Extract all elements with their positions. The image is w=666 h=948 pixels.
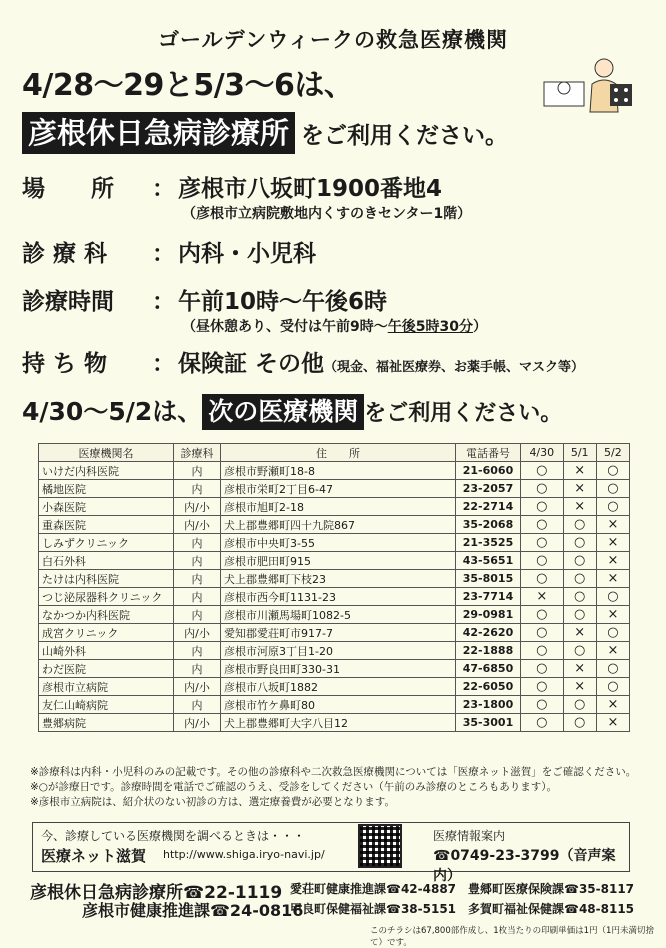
tel-number: ☎0749-23-3799（音声案内） [433,848,616,884]
day-430-cell: ○ [521,462,564,480]
address-cell: 愛知郡愛荘町市917-7 [221,624,456,642]
address-cell: 彦根市肥田町915 [221,552,456,570]
day-430-cell: ○ [521,516,564,534]
dept-cell: 内/小 [174,498,221,516]
day-52-cell: ○ [596,624,629,642]
clinic-name-cell: 山崎外科 [39,642,174,660]
table-row [39,642,630,660]
day-52-cell: × [596,534,629,552]
phone-cell: 22-1888 [456,642,521,660]
dept-cell: 内 [174,660,221,678]
day-52-cell: ○ [596,462,629,480]
footer-city: 彦根市健康推進課☎24-0816 [82,901,304,920]
dept-cell: 内 [174,534,221,552]
table-row [39,480,630,498]
day-52-cell: ○ [596,678,629,696]
dept-cell: 内 [174,642,221,660]
doctor-illustration [542,54,634,114]
phone-cell: 22-2714 [456,498,521,516]
dept-cell: 内 [174,462,221,480]
clinic-name-cell: なかつか内科医院 [39,606,174,624]
day-430-cell: ○ [521,552,564,570]
col-52: 5/2 [596,444,629,462]
table-row [39,696,630,714]
hours-note-a: （昼休憩あり、受付は午前9時〜 [182,319,388,335]
clinic-heading [22,112,508,154]
page-title: ゴールデンウィークの救急医療機関 [158,28,508,52]
address-cell: 彦根市野瀬町18-8 [221,462,456,480]
day-51-cell: ○ [563,534,596,552]
info-line1: 今、診療している医療機関を調べるときは・・・ [41,829,306,843]
table-row [39,552,630,570]
clinic-name: 彦根休日急病診療所 [22,112,295,154]
address-cell: 彦根市川瀬馬場町1082-5 [221,606,456,624]
info-box [32,822,630,884]
day-52-cell: × [596,642,629,660]
day-51-cell: ○ [563,588,596,606]
day-430-cell: ○ [521,606,564,624]
day-52-cell: × [596,570,629,588]
footer-aisho: 愛荘町健康推進課☎42-4887 [290,882,457,896]
day-51-cell: ○ [563,606,596,624]
day-52-cell: × [596,606,629,624]
col-430: 4/30 [521,444,564,462]
day-52-cell: ○ [596,660,629,678]
dept-value: 内科・小児科 [178,241,316,267]
phone-cell: 35-3001 [456,714,521,732]
footer-clinic: 彦根休日急病診療所☎22-1119 [30,883,283,903]
col-address: 住 所 [221,444,456,462]
print-note: このチラシは67,800部作成し、1枚当たりの印刷単価は1円（1円未満切捨て）です。 [370,926,654,948]
day-430-cell: ○ [521,714,564,732]
day-51-cell: × [563,462,596,480]
clinic-name-cell: たけは内科医院 [39,570,174,588]
day-430-cell: ○ [521,570,564,588]
day-52-cell: × [596,516,629,534]
phone-cell: 35-8015 [456,570,521,588]
dept-cell: 内 [174,588,221,606]
col-name: 医療機関名 [39,444,174,462]
place-label: 場 所 [22,176,114,202]
address-cell: 犬上郡豊郷町下枝23 [221,570,456,588]
table-row [39,588,630,606]
items-note: （現金、福祉医療券、お薬手帳、マスク等） [324,360,585,375]
table-row [39,570,630,588]
notes [30,765,636,810]
clinic-name-cell: 小森医院 [39,498,174,516]
day-52-cell: ○ [596,480,629,498]
dept-cell: 内/小 [174,516,221,534]
site-url[interactable]: http://www.shiga.iryo-navi.jp/ [163,848,325,861]
address-cell: 彦根市竹ケ鼻町80 [221,696,456,714]
phone-cell: 23-1800 [456,696,521,714]
note-1: ※診療科は内科・小児科のみの記載です。その他の診療科や二次救急医療機関については「医療ネット滋賀」をご確認ください。 [30,766,637,778]
clinic-name-cell: 成宮クリニック [39,624,174,642]
clinic-table [38,443,630,732]
dept-cell: 内 [174,570,221,588]
place-value: 彦根市八坂町1900番地4 [178,176,443,202]
hours-note-b: 午後5時30分 [387,319,473,335]
clinic-name-cell: いけだ内科医院 [39,462,174,480]
day-51-cell: ○ [563,552,596,570]
day-51-cell: ○ [563,642,596,660]
address-cell: 彦根市河原3丁目1-20 [221,642,456,660]
dept-cell: 内/小 [174,714,221,732]
clinic-name-cell: 白石外科 [39,552,174,570]
phone-cell: 22-6050 [456,678,521,696]
footer-taga: 多賀町福祉保健課☎48-8115 [468,902,635,916]
day-51-cell: × [563,660,596,678]
phone-cell: 47-6850 [456,660,521,678]
day-430-cell: ○ [521,660,564,678]
qr-code-icon[interactable] [358,824,402,868]
day-51-cell: ○ [563,696,596,714]
note-2: ※○が診療日です。診療時間を電話でご確認のうえ、受診をしてください（午前のみ診療のところもあります）。 [30,781,557,793]
dept-row: 診 療 科 ： 内科・小児科 [22,235,316,268]
table-row [39,660,630,678]
day-51-cell: × [563,480,596,498]
table-row [39,678,630,696]
tel-label: 医療情報案内 [433,829,506,843]
footer-kora: 甲良町保健福祉課☎38-5151 [290,902,457,916]
address-cell: 彦根市栄町2丁目6-47 [221,480,456,498]
clinic-name-cell: しみずクリニック [39,534,174,552]
clinic-name-cell: つじ泌尿器科クリニック [39,588,174,606]
day-430-cell: ○ [521,696,564,714]
day-430-cell: ○ [521,480,564,498]
clinic-name-cell: わだ医院 [39,660,174,678]
day-51-cell: × [563,624,596,642]
day-52-cell: × [596,696,629,714]
clinic-name-cell: 友仁山崎病院 [39,696,174,714]
dept-label: 診 療 科 [22,241,108,267]
address-cell: 彦根市西今町1131-23 [221,588,456,606]
items-row: 持 ち 物 ： 保険証 その他（現金、福祉医療券、お薬手帳、マスク等） [22,345,584,378]
clinic-name-cell: 橘地医院 [39,480,174,498]
items-value: 保険証 その他 [178,351,325,377]
phone-cell: 29-0981 [456,606,521,624]
phone-cell: 42-2620 [456,624,521,642]
dept-cell: 内/小 [174,624,221,642]
day-52-cell: × [596,714,629,732]
col-phone: 電話番号 [456,444,521,462]
phone-cell: 21-6060 [456,462,521,480]
day-52-cell: ○ [596,588,629,606]
day-430-cell: ○ [521,534,564,552]
place-row: 場 所 ： 彦根市八坂町1900番地4 [22,170,442,203]
day-430-cell: ○ [521,642,564,660]
hours-value: 午前10時〜午後6時 [178,289,388,315]
table-row [39,714,630,732]
col-dept: 診療科 [174,444,221,462]
dates2-tail: をご利用ください。 [364,401,563,426]
open-dates-heading: 4/28〜29と5/3〜6は、 [22,68,354,103]
phone-cell: 23-7714 [456,588,521,606]
phone-cell: 23-2057 [456,480,521,498]
day-430-cell: ○ [521,498,564,516]
other-dates-heading [22,392,562,430]
clinic-name-cell: 豊郷病院 [39,714,174,732]
day-51-cell: × [563,498,596,516]
day-430-cell: ○ [521,624,564,642]
place-note: （彦根市立病院敷地内くすのきセンター1階） [182,206,472,222]
phone-cell: 43-5651 [456,552,521,570]
day-51-cell: ○ [563,714,596,732]
phone-cell: 21-3525 [456,534,521,552]
table-row [39,516,630,534]
table-header-row [39,444,630,462]
table-row [39,606,630,624]
table-row [39,498,630,516]
hours-note-c: ） [472,319,487,335]
day-51-cell: × [563,678,596,696]
table-row [39,534,630,552]
day-52-cell: ○ [596,498,629,516]
site-name: 医療ネット滋賀 [41,847,147,865]
address-cell: 彦根市中央町3-55 [221,534,456,552]
col-51: 5/1 [563,444,596,462]
address-cell: 彦根市八坂町1882 [221,678,456,696]
day-430-cell: × [521,588,564,606]
items-label: 持 ち 物 [22,351,108,377]
dept-cell: 内 [174,696,221,714]
clinic-name-cell: 重森医院 [39,516,174,534]
day-51-cell: ○ [563,516,596,534]
note-3: ※彦根市立病院は、紹介状のない初診の方は、選定療養費が必要となります。 [30,796,395,808]
clinic-tail: をご利用ください。 [301,123,509,149]
dates2-box: 次の医療機関 [202,394,364,430]
hours-row: 診療時間 ： 午前10時〜午後6時 [22,283,387,316]
dept-cell: 内/小 [174,678,221,696]
address-cell: 犬上郡豊郷町四十九院867 [221,516,456,534]
phone-cell: 35-2068 [456,516,521,534]
clinic-name-cell: 彦根市立病院 [39,678,174,696]
footer-toyosato: 豊郷町医療保険課☎35-8117 [468,882,635,896]
hours-label: 診療時間 [22,289,114,315]
dept-cell: 内 [174,552,221,570]
day-51-cell: ○ [563,570,596,588]
dates2-pre: 4/30〜5/2は、 [22,397,203,426]
table-row [39,462,630,480]
address-cell: 犬上郡豊郷町大字八目12 [221,714,456,732]
address-cell: 彦根市野良田町330-31 [221,660,456,678]
hours-note [182,316,487,336]
day-52-cell: × [596,552,629,570]
dept-cell: 内 [174,480,221,498]
day-430-cell: ○ [521,678,564,696]
address-cell: 彦根市旭町2-18 [221,498,456,516]
table-row [39,624,630,642]
dept-cell: 内 [174,606,221,624]
